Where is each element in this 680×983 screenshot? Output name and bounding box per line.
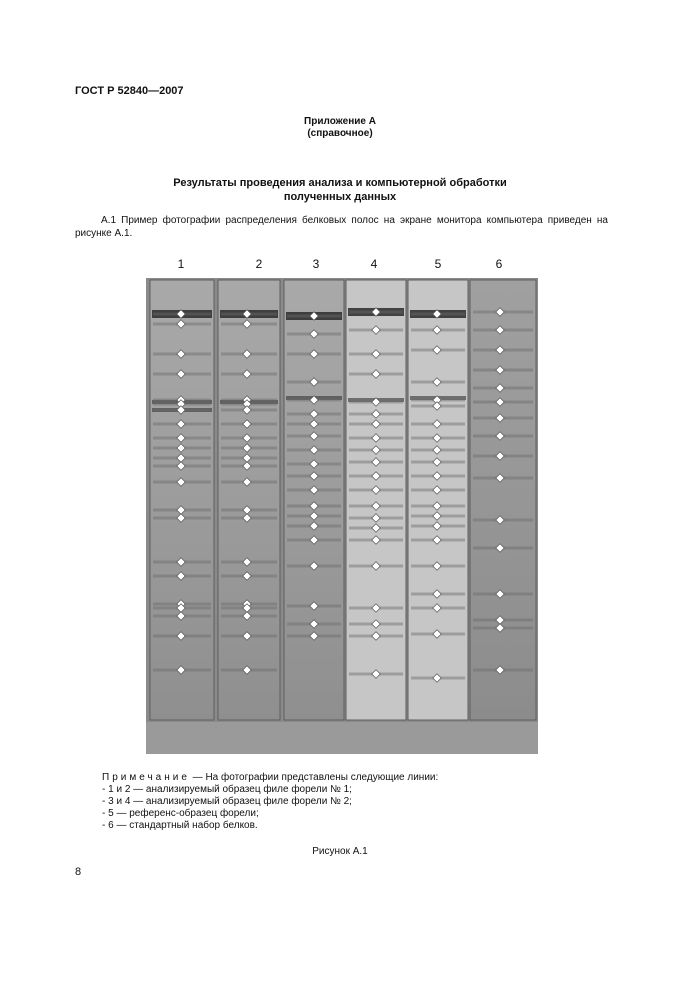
- page-number: 8: [75, 866, 82, 878]
- lane-2: [218, 280, 280, 720]
- section-heading-line-1: Результаты проведения анализа и компьютерной обработки: [173, 177, 507, 189]
- note-item-2: - 3 и 4 — анализируемый образец филе форели № 2;: [102, 796, 352, 807]
- note-item-3: - 5 — референс-образец форели;: [102, 808, 259, 819]
- note-item-1: - 1 и 2 — анализируемый образец филе форели № 1;: [102, 784, 352, 795]
- appendix-block: [0, 116, 680, 140]
- figure-note: [102, 772, 438, 832]
- lane-number-3: 3: [312, 257, 320, 271]
- gel-bottom-strip: [146, 722, 538, 754]
- appendix-title: Приложение А: [304, 116, 376, 127]
- note-lead-rest: — На фотографии представлены следующие линии:: [189, 772, 439, 783]
- lane-5: [408, 280, 468, 720]
- lane-number-5: 5: [434, 257, 442, 271]
- note-lead: [102, 772, 438, 784]
- body-paragraph: А.1 Пример фотографии распределения белковых полос на экране монитора компьютера приведен на рисунке А.1.: [75, 215, 608, 239]
- lane-4: [346, 280, 406, 720]
- lane-6: [470, 280, 536, 720]
- figure-caption: Рисунок А.1: [312, 846, 368, 857]
- lane-number-1: 1: [177, 257, 185, 271]
- lane-number-6: 6: [495, 257, 503, 271]
- lane-1: [150, 280, 214, 720]
- document-header-standard: ГОСТ Р 52840—2007: [75, 85, 184, 97]
- note-item-4: - 6 — стандартный набор белков.: [102, 820, 258, 831]
- section-heading: [150, 176, 530, 204]
- section-heading-line-2: полученных данных: [283, 191, 397, 203]
- gel-image: [146, 278, 538, 754]
- lane-number-2: 2: [255, 257, 263, 271]
- lane-number-4: 4: [370, 257, 378, 271]
- lane-3: [284, 280, 344, 720]
- lane-number-row: [0, 257, 680, 273]
- appendix-subtitle: (справочное): [307, 128, 373, 139]
- note-label: Примечание: [102, 772, 190, 783]
- gel-electrophoresis-photo: [146, 278, 538, 754]
